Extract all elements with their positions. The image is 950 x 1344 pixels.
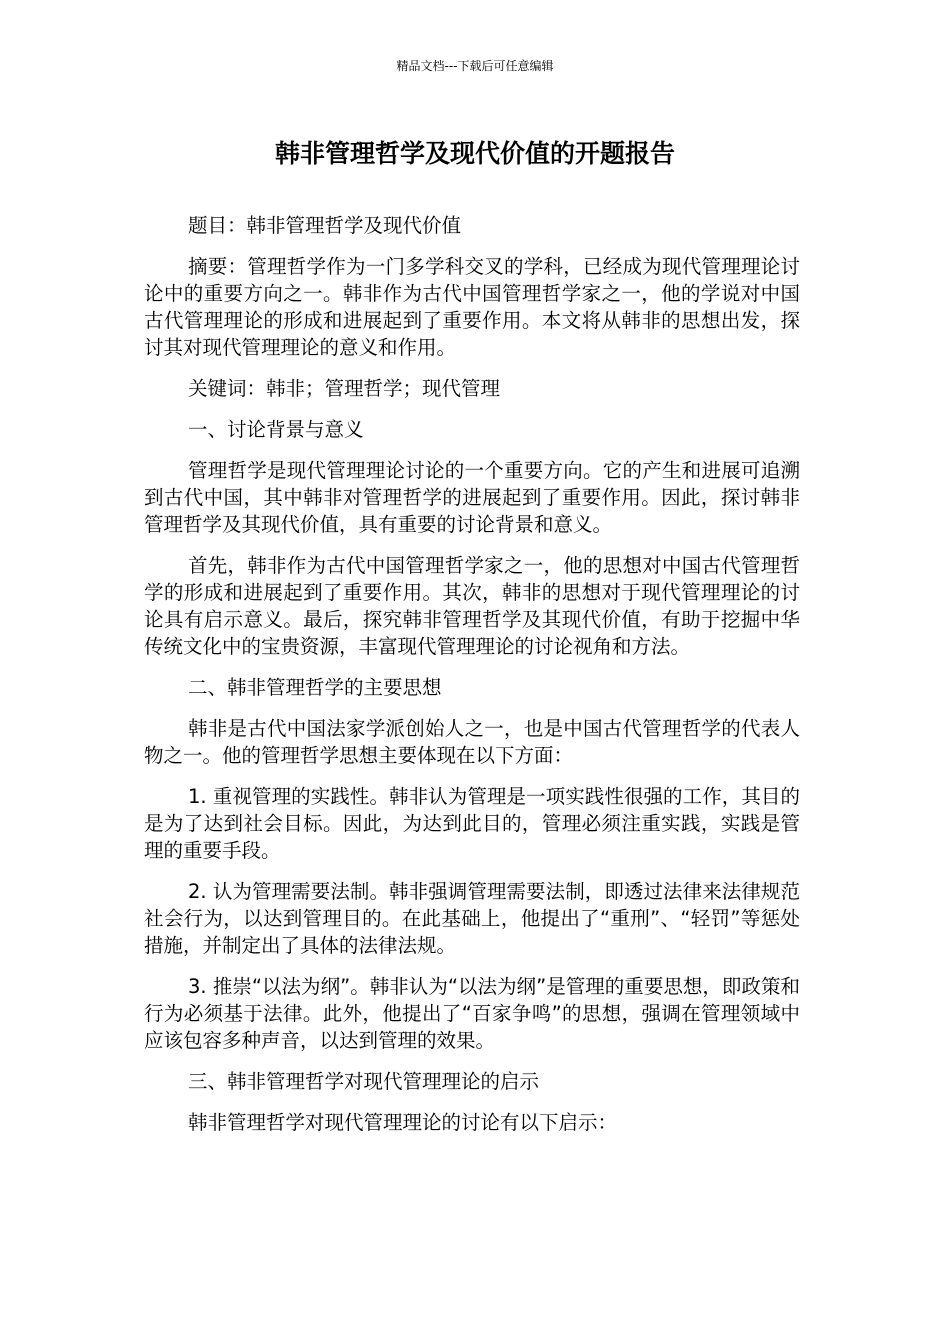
body-paragraph: 韩非是古代中国法家学派创始人之一，也是中国古代管理哲学的代表人物之一。他的管理哲学思想主要体现在以下方面： [144, 717, 800, 767]
list-item: 1. 重视管理的实践性。韩非认为管理是一项实践性很强的工作，其目的是为了达到社会目标。因此，为达到此目的，管理必须注重实践，实践是管理的重要手段。 [144, 785, 800, 862]
body-paragraph: 管理哲学是现代管理理论讨论的一个重要方向。它的产生和进展可追溯到古代中国，其中韩非对管理哲学的进展起到了重要作用。因此，探讨韩非管理哲学及其现代价值，具有重要的讨论背景和意义。 [144, 459, 800, 536]
body-paragraph: 首先，韩非作为古代中国管理哲学家之一，他的思想对中国古代管理哲学的形成和进展起到了重要作用。其次，韩非的思想对于现代管理理论的讨论具有启示意义。最后，探究韩非管理哲学及其现代价值，有助于挖掘中华传统文化中的宝贵资源，丰富现代管理理论的讨论视角和方法。 [144, 554, 800, 658]
section-heading-1: 一、讨论背景与意义 [188, 418, 364, 441]
document-title: 韩非管理哲学及现代价值的开题报告 [274, 139, 675, 168]
header-note: 精品文档---下载后可任意编辑 [396, 59, 554, 73]
section-heading-3: 三、韩非管理哲学对现代管理理论的启示 [188, 1070, 540, 1093]
document-body [144, 212, 800, 1150]
abstract-paragraph: 摘要：管理哲学作为一门多学科交叉的学科，已经成为现代管理理论讨论中的重要方向之一。韩非作为古代中国管理哲学家之一，他的学说对中国古代管理理论的形成和进展起到了重要作用。本文将从韩非的思想出发，探讨其对现代管理理论的意义和作用。 [144, 255, 800, 359]
keywords-line: 关键词：韩非；管理哲学；现代管理 [188, 377, 501, 400]
topic-line: 题目：韩非管理哲学及现代价值 [188, 214, 462, 237]
section-heading-2: 二、韩非管理哲学的主要思想 [188, 676, 442, 699]
list-item: 3. 推崇“以法为纲”。韩非认为“以法为纲”是管理的重要思想，即政策和行为必须基于法律。此外，他提出了“百家争鸣”的思想，强调在管理领域中应该包容多种声音，以达到管理的效果。 [144, 975, 800, 1052]
list-item: 2. 认为管理需要法制。韩非强调管理需要法制，即透过法律来法律规范社会行为，以达到管理目的。在此基础上，他提出了“重刑”、“轻罚”等惩处措施，并制定出了具体的法律法规。 [144, 880, 800, 957]
body-paragraph: 韩非管理哲学对现代管理理论的讨论有以下启示： [188, 1111, 618, 1134]
